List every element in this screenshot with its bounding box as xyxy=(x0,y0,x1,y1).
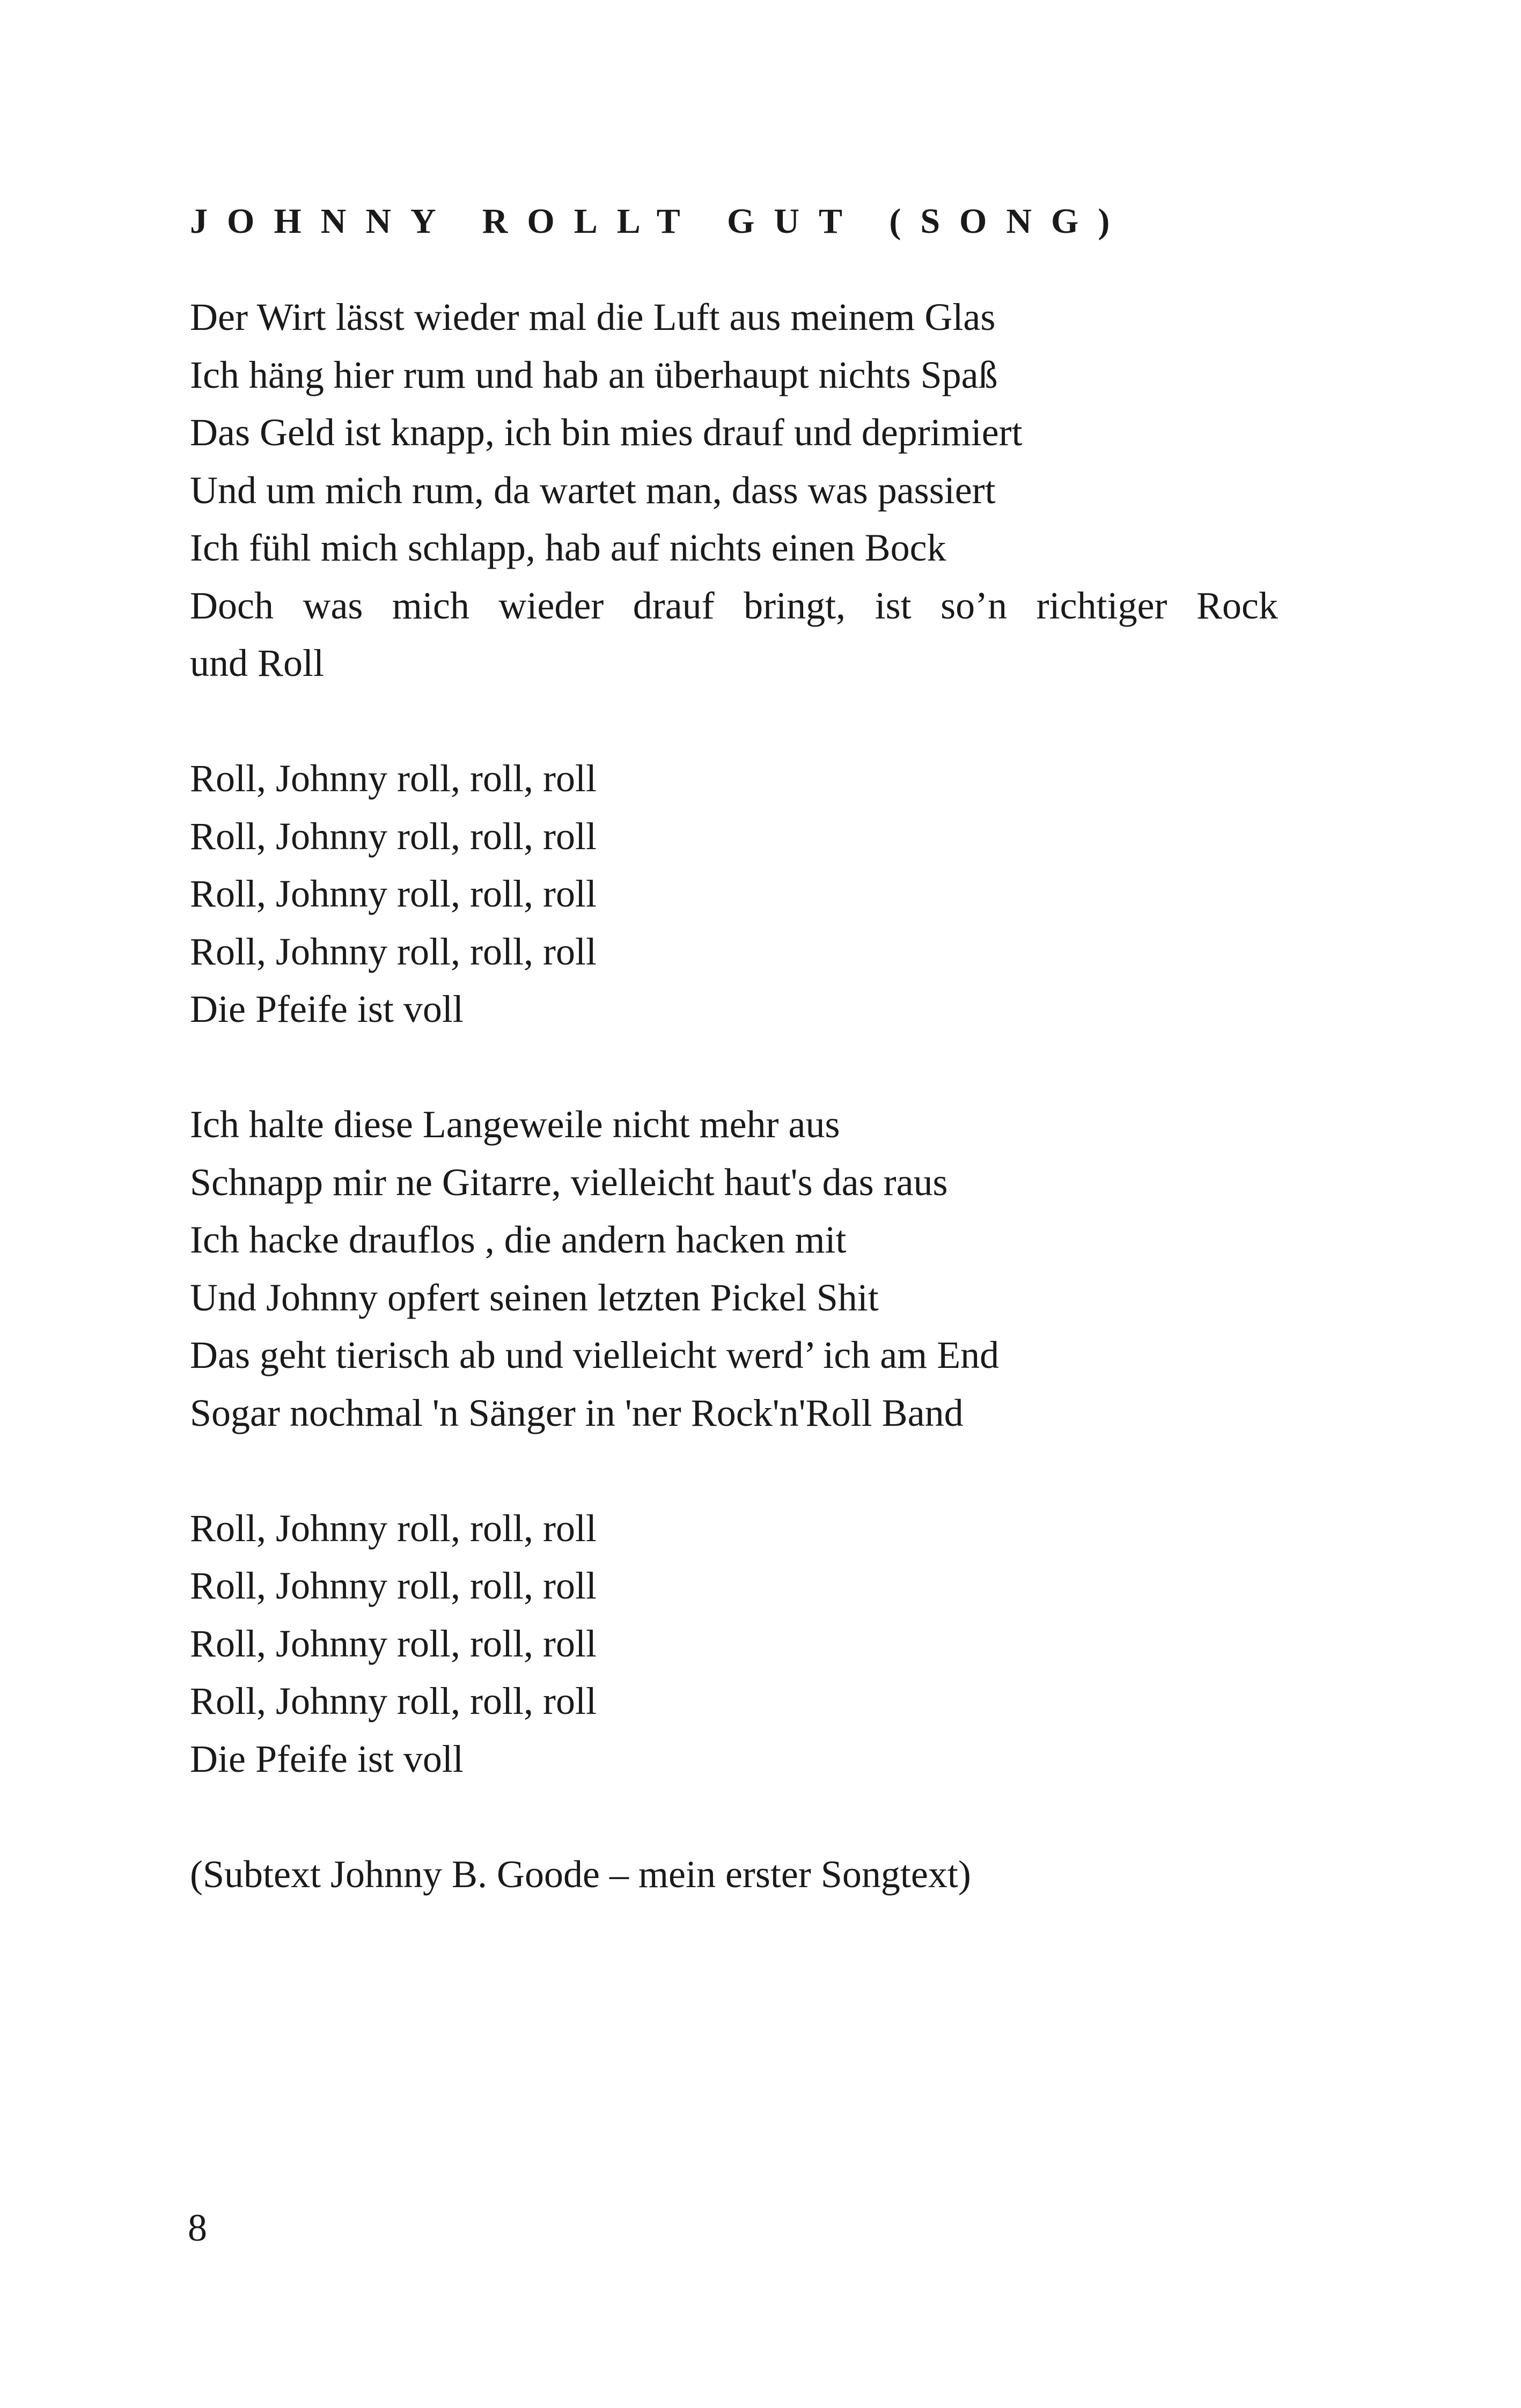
lyric-line: Roll, Johnny roll, roll, roll xyxy=(190,872,597,915)
lyric-line: Doch was mich wieder drauf bringt, ist so’n richtiger Rock xyxy=(190,584,1278,627)
song-note: (Subtext Johnny B. Goode – mein erster Songtext) xyxy=(190,1852,971,1896)
lyric-line: Die Pfeife ist voll xyxy=(190,988,464,1030)
song-title: JOHNNY ROLLT GUT (SONG) xyxy=(190,202,1129,241)
lyric-line: Roll, Johnny roll, roll, roll xyxy=(190,757,597,800)
lyric-line: Ich häng hier rum und hab an überhaupt nichts Spaß xyxy=(190,353,998,396)
page-number: 8 xyxy=(188,2206,207,2249)
lyric-line: Das geht tierisch ab und vielleicht werd’ ich am End xyxy=(190,1334,1000,1376)
stanza-verse-2 xyxy=(190,1096,1278,1442)
song-body xyxy=(190,289,1278,1903)
lyric-line: Roll, Johnny roll, roll, roll xyxy=(190,1680,597,1722)
lyric-line: Ich fühl mich schlapp, hab auf nichts einen Bock xyxy=(190,526,946,569)
lyric-line: Roll, Johnny roll, roll, roll xyxy=(190,930,597,973)
stanza-chorus-1 xyxy=(190,750,1278,1039)
lyric-line: Und um mich rum, da wartet man, dass was passiert xyxy=(190,468,996,512)
lyric-line: Sogar nochmal 'n Sänger in 'ner Rock'n'Roll Band xyxy=(190,1391,964,1434)
lyric-line: Ich hacke drauflos , die andern hacken mit xyxy=(190,1218,847,1261)
lyric-line: Roll, Johnny roll, roll, roll xyxy=(190,1622,597,1665)
stanza-verse-1 xyxy=(190,289,1278,693)
lyric-line: Roll, Johnny roll, roll, roll xyxy=(190,814,597,858)
lyric-line: Die Pfeife ist voll xyxy=(190,1737,464,1780)
lyric-line: Roll, Johnny roll, roll, roll xyxy=(190,1564,597,1607)
lyric-line: Ich halte diese Langeweile nicht mehr aus xyxy=(190,1103,840,1146)
lyric-line: Roll, Johnny roll, roll, roll xyxy=(190,1506,597,1550)
lyric-line: und Roll xyxy=(190,642,325,684)
lyric-line: Der Wirt lässt wieder mal die Luft aus meinem Glas xyxy=(190,296,996,338)
lyric-line: Schnapp mir ne Gitarre, vielleicht haut's das raus xyxy=(190,1160,948,1204)
stanza-chorus-2 xyxy=(190,1500,1278,1788)
lyric-line: Und Johnny opfert seinen letzten Pickel Shit xyxy=(190,1276,879,1319)
lyric-line: Das Geld ist knapp, ich bin mies drauf und deprimiert xyxy=(190,411,1023,454)
